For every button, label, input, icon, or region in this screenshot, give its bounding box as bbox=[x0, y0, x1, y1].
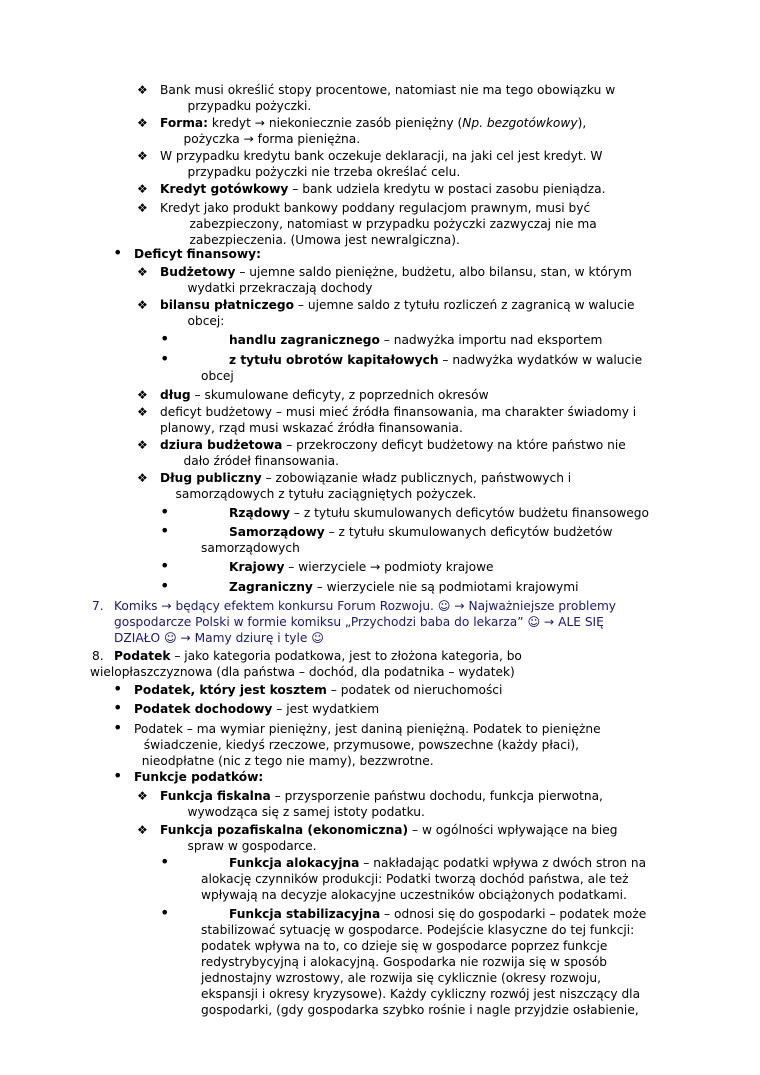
bold-term: Podatek bbox=[114, 649, 171, 663]
text-span: wywodząca się z samej istoty podatku. bbox=[172, 805, 425, 819]
text-line bbox=[172, 838, 618, 854]
text-line bbox=[134, 753, 601, 769]
text-span: Komiks → będący efektem konkursu Forum Rozwoju. ☺ → Najważniejsze problemy bbox=[114, 599, 617, 613]
text-line bbox=[134, 769, 263, 785]
diamond-bullet-icon: ❖ bbox=[137, 823, 148, 837]
text-span: nieodpłatne (nic z tego nie mamy), bezzwrotne. bbox=[134, 754, 434, 768]
text-span: – nadwyżka importu nad eksportem bbox=[379, 333, 603, 347]
text-span: – ujemne saldo z tytułu rozliczeń z zagranicą w walucie bbox=[294, 298, 635, 312]
text-line bbox=[160, 82, 615, 98]
text-span: podatek wpływa na to, co dzieje się w gospodarce poprzez funkcje bbox=[201, 939, 608, 953]
text-line bbox=[134, 721, 601, 737]
text-span: Np. bezgotówkowy bbox=[462, 116, 578, 130]
text-line bbox=[114, 598, 616, 614]
bullet-icon: • bbox=[113, 243, 123, 262]
diamond-bullet-icon: ❖ bbox=[137, 471, 148, 485]
text-line bbox=[172, 98, 615, 114]
text-line bbox=[201, 954, 646, 970]
bold-term: Rządowy bbox=[229, 506, 291, 520]
text-line bbox=[160, 470, 571, 486]
text-span: – jest wydatkiem bbox=[272, 702, 380, 716]
bold-term: bilansu płatniczego bbox=[160, 298, 294, 312]
bold-term: Funkcja fiskalna bbox=[160, 789, 271, 803]
list-number: 7. bbox=[92, 599, 104, 613]
text-line bbox=[174, 216, 597, 232]
text-line bbox=[160, 404, 636, 420]
text-line bbox=[229, 352, 642, 368]
bold-term: Forma: bbox=[160, 116, 209, 130]
text-line bbox=[229, 524, 612, 540]
text-span: jednostajny wzrostowy, ale rozwija się cyklicznie (okresy rozwoju, bbox=[201, 971, 601, 985]
text-line bbox=[160, 264, 632, 280]
text-line bbox=[160, 486, 571, 502]
bold-term: Samorządowy bbox=[229, 525, 325, 539]
text-span: redystrybycyjną i alokacyjną. Gospodarka nie rozwija się w sposób bbox=[201, 955, 608, 969]
text-span: – nakładając podatki wpływa z dwóch stron na bbox=[359, 856, 647, 870]
bold-term: handlu zagranicznego bbox=[229, 333, 380, 347]
diamond-bullet-icon: ❖ bbox=[137, 116, 148, 130]
bold-term: Podatek dochodowy bbox=[134, 702, 273, 716]
text-line bbox=[201, 922, 646, 938]
text-span: planowy, rząd musi wskazać źródła finansowania. bbox=[160, 421, 463, 435]
text-line bbox=[134, 682, 502, 698]
text-line bbox=[160, 297, 635, 313]
bold-term: Funkcja stabilizacyjna bbox=[229, 907, 381, 921]
bullet-icon: • bbox=[160, 521, 170, 540]
text-line bbox=[134, 246, 261, 262]
text-span: – przekroczony deficyt budżetowy na które państwo nie bbox=[282, 438, 626, 452]
bold-term: Deficyt finansowy: bbox=[134, 247, 261, 261]
bold-term: Budżetowy bbox=[160, 265, 236, 279]
text-span: – przysporzenie państwu dochodu, funkcja pierwotna, bbox=[270, 789, 603, 803]
text-line bbox=[201, 368, 642, 384]
text-span: Bank musi określić stopy procentowe, natomiast nie ma tego obowiązku w bbox=[160, 83, 616, 97]
bullet-icon: • bbox=[160, 903, 170, 922]
text-line bbox=[201, 887, 646, 903]
text-line bbox=[160, 387, 489, 403]
text-span: przypadku pożyczki nie trzeba określać celu. bbox=[172, 165, 461, 179]
text-line bbox=[201, 540, 612, 556]
text-span: – z tytułu skumulowanych deficytów budżetu finansowego bbox=[290, 506, 649, 520]
text-line bbox=[160, 181, 605, 197]
text-line bbox=[201, 970, 646, 986]
text-span: gospodarki, (gdy gospodarka szybko rośnie i nagle przyjdzie osłabienie, bbox=[201, 1003, 639, 1017]
text-span: obcej: bbox=[172, 314, 225, 328]
bullet-icon: • bbox=[160, 852, 170, 871]
text-span: spraw w gospodarce. bbox=[172, 839, 317, 853]
text-line bbox=[201, 938, 646, 954]
text-span: Kredyt jako produkt bankowy poddany regulacjom prawnym, musi być bbox=[160, 201, 591, 215]
text-line bbox=[229, 559, 494, 575]
bullet-icon: • bbox=[113, 698, 123, 717]
text-span: – odnosi się do gospodarki – podatek może bbox=[380, 907, 647, 921]
bold-term: z tytułu obrotów kapitałowych bbox=[229, 353, 439, 367]
text-line bbox=[201, 871, 646, 887]
diamond-bullet-icon: ❖ bbox=[137, 149, 148, 163]
text-span: – ujemne saldo pieniężne, budżetu, albo bilansu, stan, w którym bbox=[235, 265, 632, 279]
bullet-icon: • bbox=[160, 349, 170, 368]
text-span: przypadku pożyczki. bbox=[172, 99, 312, 113]
diamond-bullet-icon: ❖ bbox=[137, 83, 148, 97]
text-span: wydatki przekraczają dochody bbox=[172, 281, 373, 295]
text-span: ekspansji i okresy kryzysowe). Każdy cykliczny rozwój jest niszczący dla bbox=[201, 987, 641, 1001]
text-line bbox=[168, 131, 586, 147]
bold-term: Funkcja alokacyjna bbox=[229, 856, 360, 870]
text-line bbox=[114, 648, 522, 664]
text-span: ), bbox=[577, 116, 587, 130]
text-span: wielopłaszczyznowa (dla państwa – dochód, dla podatnika – wydatek) bbox=[90, 665, 515, 679]
bullet-icon: • bbox=[113, 718, 123, 737]
text-line bbox=[172, 164, 602, 180]
text-span: pożyczka → forma pieniężna. bbox=[168, 132, 361, 146]
text-span: wpływają na decyzje alokacyjne uczestników obciążonych podatkami. bbox=[201, 888, 627, 902]
text-line bbox=[229, 505, 649, 521]
text-span: – zobowiązanie władz publicznych, państwowych i bbox=[261, 471, 572, 485]
text-line bbox=[229, 906, 646, 922]
text-line bbox=[229, 332, 602, 348]
diamond-bullet-icon: ❖ bbox=[137, 388, 148, 402]
text-line bbox=[160, 437, 626, 453]
diamond-bullet-icon: ❖ bbox=[137, 265, 148, 279]
bullet-icon: • bbox=[160, 576, 170, 595]
text-line bbox=[201, 1002, 646, 1018]
bullet-icon: • bbox=[113, 766, 123, 785]
text-line bbox=[229, 579, 579, 595]
text-line bbox=[114, 614, 616, 630]
bold-term: Funkcja pozafiskalna (ekonomiczna) bbox=[160, 823, 409, 837]
diamond-bullet-icon: ❖ bbox=[137, 405, 148, 419]
bold-term: dług bbox=[160, 388, 191, 402]
text-span: – w ogólności wpływające na bieg bbox=[408, 823, 618, 837]
diamond-bullet-icon: ❖ bbox=[137, 438, 148, 452]
bold-term: dziura budżetowa bbox=[160, 438, 283, 452]
bold-term: Kredyt gotówkowy bbox=[160, 182, 289, 196]
diamond-bullet-icon: ❖ bbox=[137, 298, 148, 312]
text-span: – podatek od nieruchomości bbox=[326, 683, 503, 697]
text-line bbox=[114, 630, 616, 646]
diamond-bullet-icon: ❖ bbox=[137, 789, 148, 803]
text-span: – bank udziela kredytu w postaci zasobu pieniądza. bbox=[288, 182, 606, 196]
text-span: zabezpieczony, natomiast w przypadku pożyczki zazwyczaj nie ma bbox=[174, 217, 597, 231]
text-span: – wierzyciele → podmioty krajowe bbox=[284, 560, 494, 574]
text-line bbox=[172, 280, 632, 296]
text-line bbox=[201, 986, 646, 1002]
text-span: DZIAŁO ☺ → Mamy dziurę i tyle ☺ bbox=[114, 631, 324, 645]
text-span: deficyt budżetowy – musi mieć źródła finansowania, ma charakter świadomy i bbox=[160, 405, 637, 419]
bold-term: Krajowy bbox=[229, 560, 285, 574]
text-line bbox=[160, 822, 618, 838]
text-line bbox=[160, 148, 602, 164]
text-span: – jako kategoria podatkowa, jest to złożona kategoria, bo bbox=[170, 649, 522, 663]
bullet-icon: • bbox=[160, 502, 170, 521]
text-span: Podatek – ma wymiar pieniężny, jest daniną pieniężną. Podatek to pieniężne bbox=[134, 722, 601, 736]
bold-term: Zagraniczny bbox=[229, 580, 313, 594]
text-line bbox=[134, 701, 379, 717]
bold-term: Dług publiczny bbox=[160, 471, 262, 485]
text-line bbox=[172, 804, 603, 820]
text-span: kredyt → niekoniecznie zasób pieniężny ( bbox=[208, 116, 463, 130]
text-span: zabezpieczenia. (Umowa jest newralgiczna). bbox=[174, 233, 460, 247]
text-span: dało źródeł finansowania. bbox=[168, 454, 339, 468]
bullet-icon: • bbox=[113, 679, 123, 698]
text-span: – wierzyciele nie są podmiotami krajowymi bbox=[312, 580, 579, 594]
text-line bbox=[160, 200, 597, 216]
text-span: samorządowych bbox=[201, 541, 300, 555]
bullet-icon: • bbox=[160, 556, 170, 575]
text-span: stabilizować sytuację w gospodarce. Podejście klasyczne do tej funkcji: bbox=[201, 923, 635, 937]
text-line bbox=[136, 737, 601, 753]
text-line bbox=[168, 453, 626, 469]
text-line bbox=[172, 313, 635, 329]
text-span: świadczenie, kiedyś rzeczowe, przymusowe, powszechne (każdy płaci), bbox=[136, 738, 579, 752]
text-span: – nadwyżka wydatków w walucie bbox=[438, 353, 643, 367]
text-span: alokację czynników produkcji: Podatki tworzą dochód państwa, ale też bbox=[201, 872, 629, 886]
text-span: – skumulowane deficyty, z poprzednich okresów bbox=[190, 388, 489, 402]
text-line bbox=[160, 115, 586, 131]
diamond-bullet-icon: ❖ bbox=[137, 201, 148, 215]
text-span: samorządowych z tytułu zaciągniętych pożyczek. bbox=[160, 487, 477, 501]
text-span: obcej bbox=[201, 369, 234, 383]
text-span: – z tytułu skumulowanych deficytów budżetów bbox=[324, 525, 613, 539]
text-line bbox=[90, 664, 522, 680]
text-line bbox=[160, 788, 603, 804]
bold-term: Podatek, który jest kosztem bbox=[134, 683, 327, 697]
diamond-bullet-icon: ❖ bbox=[137, 182, 148, 196]
list-number: 8. bbox=[92, 649, 104, 663]
text-line bbox=[229, 855, 646, 871]
text-span: W przypadku kredytu bank oczekuje deklaracji, na jaki cel jest kredyt. W bbox=[160, 149, 603, 163]
bold-term: Funkcje podatków: bbox=[134, 770, 264, 784]
text-span: gospodarcze Polski w formie komiksu „Przychodzi baba do lekarza” ☺ → ALE SIĘ bbox=[114, 615, 604, 629]
bullet-icon: • bbox=[160, 329, 170, 348]
text-line bbox=[160, 420, 636, 436]
